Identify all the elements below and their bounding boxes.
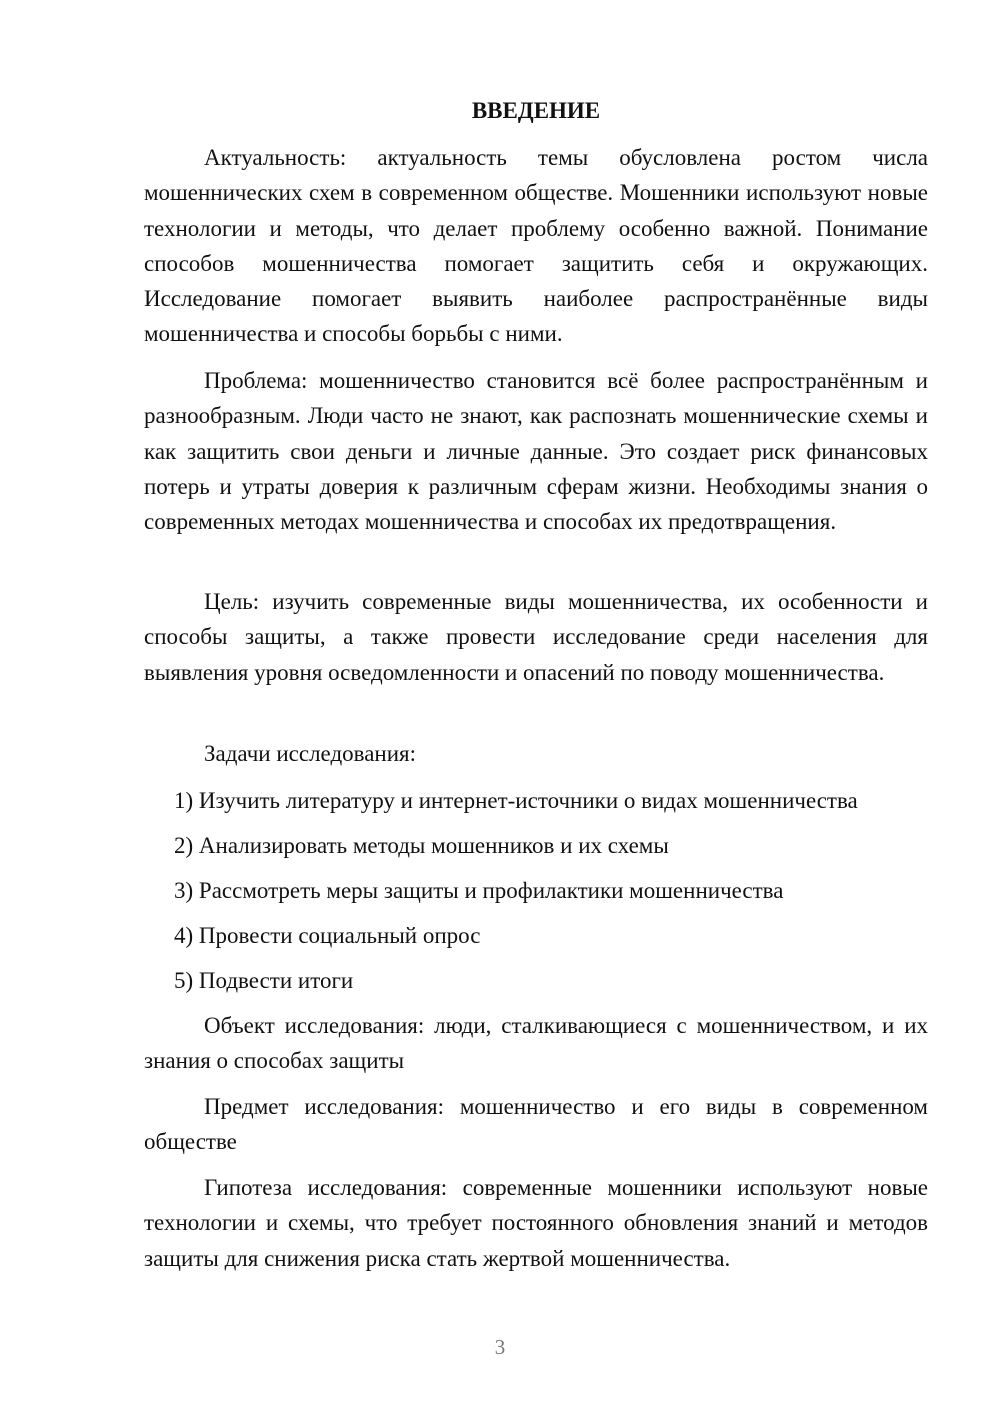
paragraph-relevance: Актуальность: актуальность темы обусловлена ростом числа мошеннических схем в современном обществе. Мошенники используют новые технологии и методы, что делает проблему особенно важной. Понимание способов мошенничества помогает защитить себя и окружающих. Исследование помогает выявить наиболее распространённые виды мошенничества и способы борьбы с ними.: [144, 145, 928, 347]
list-item: 2) Анализировать методы мошенников и их схемы: [174, 833, 669, 858]
page-number: 3: [494, 1335, 506, 1359]
list-item: 3) Рассмотреть меры защиты и профилактики мошенничества: [174, 878, 784, 903]
section-title: ВВЕДЕНИЕ: [471, 98, 601, 123]
paragraph-hypothesis: Гипотеза исследования: современные мошенники используют новые технологии и схемы, что требует постоянного обновления знаний и методов защиты для снижения риска стать жертвой мошенничества.: [144, 1175, 928, 1271]
paragraph-object: Объект исследования: люди, сталкивающиеся с мошенничеством, и их знания о способах защиты: [144, 1013, 928, 1074]
paragraph-subject: Предмет исследования: мошенничество и его виды в современном обществе: [144, 1094, 928, 1155]
paragraph-goal: Цель: изучить современные виды мошенничества, их особенности и способы защиты, а также провести исследование среди населения для выявления уровня осведомленности и опасений по поводу мошенничества.: [144, 589, 928, 685]
tasks-heading: Задачи исследования:: [204, 741, 417, 766]
paragraph-problem: Проблема: мошенничество становится всё более распространённым и разнообразным. Люди часто не знают, как распознать мошеннические схемы и как защитить свои деньги и личные данные. Это создает риск финансовых потерь и утраты доверия к различным сферам жизни. Необходимы знания о современных методах мошенничества и способах их предотвращения.: [144, 368, 928, 535]
list-item: 4) Провести социальный опрос: [174, 923, 481, 948]
list-item: 1) Изучить литературу и интернет-источники о видах мошенничества: [174, 788, 858, 813]
list-item: 5) Подвести итоги: [174, 968, 354, 993]
